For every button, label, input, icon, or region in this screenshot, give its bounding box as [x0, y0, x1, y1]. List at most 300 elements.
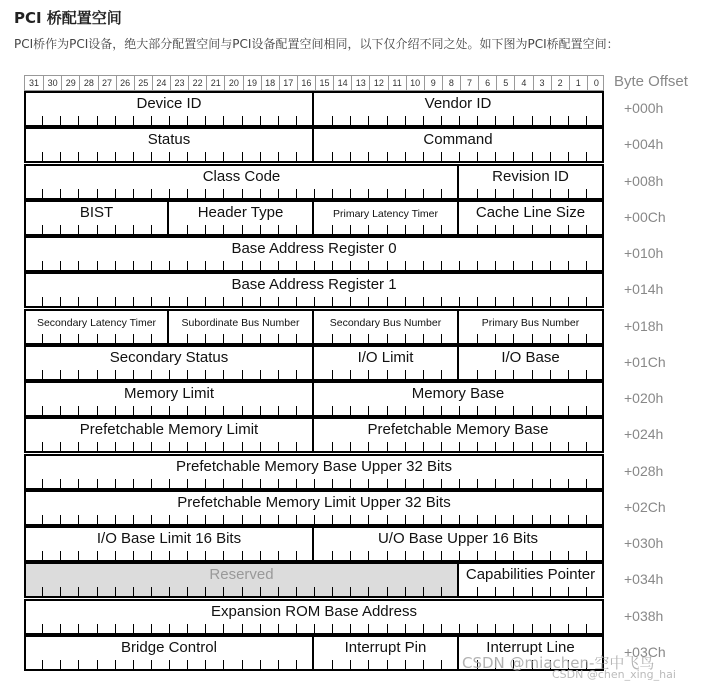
bit-tick	[169, 660, 170, 669]
bit-tick	[513, 442, 514, 451]
bit-number: 6	[478, 76, 496, 90]
bit-tick	[368, 370, 369, 379]
bit-number: 15	[315, 76, 333, 90]
bit-tick	[477, 515, 478, 524]
bit-tick	[441, 660, 442, 669]
field-label: Base Address Register 0	[231, 240, 397, 257]
bit-tick	[586, 225, 587, 234]
bit-tick	[459, 116, 460, 125]
bit-tick	[296, 225, 297, 234]
bit-tick	[242, 189, 243, 198]
bit-tick	[532, 370, 533, 379]
bit-number: 13	[351, 76, 369, 90]
bit-tick	[187, 479, 188, 488]
bit-tick	[441, 624, 442, 633]
bit-tick	[513, 189, 514, 198]
bit-tick	[42, 261, 43, 270]
bit-tick	[187, 297, 188, 306]
bit-tick	[368, 297, 369, 306]
bit-number: 1	[569, 76, 587, 90]
bit-tick	[133, 551, 134, 560]
bit-tick	[532, 297, 533, 306]
bit-tick	[387, 261, 388, 270]
byte-offset-label: +038h	[624, 607, 664, 624]
bit-tick	[133, 515, 134, 524]
bit-tick	[115, 660, 116, 669]
bit-tick	[296, 406, 297, 415]
bit-tick	[387, 370, 388, 379]
bit-tick	[495, 515, 496, 524]
bit-tick	[513, 624, 514, 633]
bit-tick	[278, 660, 279, 669]
bit-tick	[42, 551, 43, 560]
bit-tick	[568, 116, 569, 125]
field-label: Expansion ROM Base Address	[211, 602, 417, 620]
register-field	[312, 526, 604, 562]
bit-ticks	[26, 151, 312, 161]
bit-tick	[278, 152, 279, 161]
bit-tick	[260, 225, 261, 234]
field-label: Bridge Control	[121, 638, 217, 656]
bit-tick	[133, 406, 134, 415]
bit-tick	[223, 515, 224, 524]
bit-ticks	[314, 224, 457, 234]
bit-tick	[133, 334, 134, 343]
bit-tick	[350, 116, 351, 125]
bit-tick	[296, 479, 297, 488]
bit-tick	[169, 442, 170, 451]
register-field	[457, 562, 604, 598]
bit-tick	[405, 261, 406, 270]
bit-tick	[223, 406, 224, 415]
register-row	[24, 127, 604, 163]
bit-tick	[151, 660, 152, 669]
bit-tick	[441, 406, 442, 415]
bit-tick	[260, 660, 261, 669]
bit-tick	[477, 189, 478, 198]
bit-tick	[223, 587, 224, 596]
bit-tick	[405, 624, 406, 633]
bit-tick	[278, 515, 279, 524]
bit-tick	[332, 370, 333, 379]
bit-tick	[423, 189, 424, 198]
bit-tick	[42, 406, 43, 415]
bit-tick	[532, 189, 533, 198]
bit-tick	[42, 660, 43, 669]
bit-number: 17	[279, 76, 297, 90]
bit-tick	[42, 442, 43, 451]
bit-ticks	[26, 586, 457, 596]
byte-offset-label: +034h	[624, 571, 664, 588]
register-row	[24, 526, 604, 562]
field-label: Prefetchable Memory Base	[367, 421, 549, 439]
bit-tick	[368, 152, 369, 161]
bit-tick	[205, 515, 206, 524]
bit-ticks	[314, 405, 602, 415]
bit-tick	[278, 116, 279, 125]
register-field	[24, 200, 169, 236]
register-field	[167, 309, 314, 345]
bit-tick	[97, 225, 98, 234]
bit-tick	[459, 624, 460, 633]
bit-tick	[260, 297, 261, 306]
bit-tick	[42, 515, 43, 524]
register-field	[24, 417, 314, 453]
bit-tick	[296, 261, 297, 270]
bit-tick	[169, 152, 170, 161]
bit-number: 18	[261, 76, 279, 90]
register-field	[312, 381, 604, 417]
bit-number: 2	[551, 76, 569, 90]
bit-tick	[296, 152, 297, 161]
bit-tick	[586, 587, 587, 596]
bit-tick	[151, 334, 152, 343]
intro-paragraph: PCI桥作为PCI设备，绝大部分配置空间与PCI设备配置空间相同，以下仅介绍不同之处。如下图为PCI桥配置空间：	[14, 37, 619, 51]
bit-tick	[242, 261, 243, 270]
bit-tick	[296, 297, 297, 306]
bit-tick	[97, 297, 98, 306]
bit-tick	[405, 116, 406, 125]
bit-tick	[586, 442, 587, 451]
bit-tick	[350, 551, 351, 560]
bit-tick	[387, 442, 388, 451]
bit-tick	[586, 551, 587, 560]
bit-tick	[260, 370, 261, 379]
bit-number: 30	[43, 76, 61, 90]
bit-ticks	[26, 478, 602, 488]
bit-tick	[133, 442, 134, 451]
field-label: Base Address Register 1	[231, 276, 397, 294]
bit-tick	[568, 189, 569, 198]
bit-tick	[495, 551, 496, 560]
bit-tick	[332, 660, 333, 669]
field-label: Secondary Status	[109, 348, 229, 366]
bit-tick	[332, 479, 333, 488]
bit-tick	[60, 297, 61, 306]
bit-tick	[133, 116, 134, 125]
bit-number: 28	[79, 76, 97, 90]
bit-tick	[115, 116, 116, 125]
bit-tick	[568, 479, 569, 488]
bit-tick	[350, 225, 351, 234]
bit-tick	[350, 189, 351, 198]
register-row	[24, 417, 604, 453]
bit-tick	[405, 334, 406, 343]
bit-number: 20	[224, 76, 242, 90]
bit-tick	[513, 479, 514, 488]
register-field	[24, 454, 604, 490]
bit-tick	[187, 587, 188, 596]
bit-tick	[78, 261, 79, 270]
bit-tick	[568, 370, 569, 379]
bit-tick	[387, 587, 388, 596]
bit-tick	[151, 442, 152, 451]
bit-tick	[550, 624, 551, 633]
field-label: I/O Limit	[357, 348, 414, 366]
bit-tick	[586, 152, 587, 161]
bit-tick	[60, 116, 61, 125]
bit-tick	[115, 370, 116, 379]
bit-tick	[78, 624, 79, 633]
bit-tick	[78, 587, 79, 596]
bit-tick	[187, 189, 188, 198]
bit-tick	[278, 297, 279, 306]
bit-tick	[187, 551, 188, 560]
bit-ticks	[314, 659, 457, 669]
bit-tick	[477, 297, 478, 306]
bit-tick	[115, 587, 116, 596]
bit-tick	[423, 551, 424, 560]
bit-tick	[151, 116, 152, 125]
bit-tick	[459, 406, 460, 415]
bit-tick	[78, 515, 79, 524]
bit-tick	[223, 624, 224, 633]
bit-tick	[495, 479, 496, 488]
bit-number: 31	[29, 78, 40, 88]
bit-tick	[405, 660, 406, 669]
bit-tick	[205, 116, 206, 125]
bit-tick	[223, 261, 224, 270]
bit-tick	[223, 551, 224, 560]
field-label: Command	[423, 131, 493, 149]
bit-number: 12	[369, 76, 387, 90]
bit-ticks	[169, 333, 312, 343]
bit-tick	[42, 624, 43, 633]
register-row	[24, 236, 604, 272]
bit-tick	[568, 406, 569, 415]
register-row	[24, 490, 604, 526]
bit-tick	[205, 551, 206, 560]
bit-tick	[513, 261, 514, 270]
field-label: Secondary Bus Number	[329, 316, 442, 329]
bit-number: 26	[116, 76, 134, 90]
bit-tick	[441, 442, 442, 451]
register-field	[457, 200, 604, 236]
bit-tick	[405, 225, 406, 234]
bit-tick	[296, 442, 297, 451]
bit-tick	[477, 624, 478, 633]
register-field	[24, 526, 314, 562]
bit-tick	[495, 297, 496, 306]
bit-ticks	[26, 550, 312, 560]
bit-tick	[278, 189, 279, 198]
bit-tick	[550, 116, 551, 125]
bit-tick	[441, 261, 442, 270]
bit-tick	[423, 660, 424, 669]
bit-tick	[242, 624, 243, 633]
bit-tick	[441, 551, 442, 560]
register-field	[24, 272, 604, 308]
bit-tick	[423, 515, 424, 524]
bit-tick	[332, 624, 333, 633]
bit-tick	[187, 225, 188, 234]
field-label: Secondary Latency Timer	[36, 316, 157, 329]
bit-tick	[223, 660, 224, 669]
bit-tick	[586, 189, 587, 198]
register-field	[167, 200, 314, 236]
register-field	[24, 127, 314, 163]
bit-tick	[296, 515, 297, 524]
register-row	[24, 562, 604, 598]
bit-tick	[586, 370, 587, 379]
bit-tick	[187, 624, 188, 633]
bit-tick	[296, 551, 297, 560]
bit-tick	[205, 406, 206, 415]
bit-tick	[441, 189, 442, 198]
bit-tick	[242, 297, 243, 306]
byte-offset-label: +030h	[624, 535, 664, 551]
bit-ticks	[314, 333, 457, 343]
bit-tick	[97, 189, 98, 198]
bit-tick	[441, 479, 442, 488]
bit-ticks	[459, 369, 602, 379]
bit-tick	[60, 624, 61, 633]
bit-tick	[314, 479, 315, 488]
bit-tick	[532, 261, 533, 270]
bit-tick	[368, 442, 369, 451]
register-field	[312, 635, 459, 671]
bit-tick	[223, 334, 224, 343]
bit-tick	[441, 225, 442, 234]
bit-tick	[513, 551, 514, 560]
watermark-sub: CSDN @chen_xing_hai	[552, 668, 676, 681]
bit-tick	[151, 189, 152, 198]
byte-offset-label: +004h	[624, 136, 664, 153]
bit-tick	[115, 442, 116, 451]
field-label: Capabilities Pointer	[465, 566, 596, 584]
field-label: Header Type	[197, 203, 284, 221]
register-row	[24, 272, 604, 308]
bit-tick	[97, 261, 98, 270]
bit-tick	[568, 442, 569, 451]
bit-tick	[97, 442, 98, 451]
bit-tick	[405, 152, 406, 161]
bit-number: 11	[388, 76, 406, 90]
bit-tick	[151, 515, 152, 524]
bit-tick	[278, 370, 279, 379]
bit-tick	[532, 624, 533, 633]
register-row	[24, 454, 604, 490]
bit-tick	[387, 297, 388, 306]
bit-tick	[169, 116, 170, 125]
bit-tick	[568, 152, 569, 161]
field-label: Class Code	[202, 167, 281, 185]
bit-tick	[332, 587, 333, 596]
bit-tick	[278, 479, 279, 488]
bit-tick	[115, 152, 116, 161]
bit-tick	[133, 225, 134, 234]
bit-tick	[495, 334, 496, 343]
bit-tick	[532, 116, 533, 125]
field-label: Device ID	[136, 95, 202, 112]
bit-tick	[205, 624, 206, 633]
bit-number-ruler	[24, 75, 604, 91]
bit-number: 24	[152, 76, 170, 90]
bit-tick	[60, 587, 61, 596]
bit-tick	[42, 370, 43, 379]
bit-tick	[115, 225, 116, 234]
bit-tick	[441, 334, 442, 343]
bit-ticks	[26, 441, 312, 451]
bit-tick	[60, 152, 61, 161]
bit-ticks	[314, 151, 602, 161]
register-field	[457, 345, 604, 381]
byte-offset-label: +028h	[624, 462, 664, 479]
bit-tick	[332, 189, 333, 198]
bit-tick	[477, 406, 478, 415]
bit-tick	[350, 587, 351, 596]
bit-tick	[350, 297, 351, 306]
field-label: Reserved	[209, 566, 274, 584]
bit-tick	[115, 406, 116, 415]
bit-tick	[115, 479, 116, 488]
bit-tick	[459, 152, 460, 161]
bit-tick	[423, 624, 424, 633]
bit-tick	[513, 334, 514, 343]
bit-tick	[387, 189, 388, 198]
bit-tick	[187, 442, 188, 451]
bit-tick	[242, 225, 243, 234]
bit-tick	[332, 515, 333, 524]
register-field	[312, 345, 459, 381]
bit-tick	[187, 660, 188, 669]
register-field	[24, 345, 314, 381]
byte-offset-label: +00Ch	[624, 208, 666, 225]
bit-tick	[405, 551, 406, 560]
bit-tick	[260, 189, 261, 198]
bit-ticks	[26, 623, 602, 633]
bit-tick	[441, 515, 442, 524]
bit-tick	[423, 225, 424, 234]
bit-number: 23	[170, 76, 188, 90]
bit-tick	[78, 152, 79, 161]
bit-tick	[350, 442, 351, 451]
bit-tick	[350, 152, 351, 161]
bit-tick	[368, 261, 369, 270]
bit-number: 10	[406, 76, 424, 90]
bit-tick	[60, 334, 61, 343]
bit-tick	[97, 515, 98, 524]
bit-number: 14	[333, 76, 351, 90]
bit-tick	[278, 225, 279, 234]
bit-ticks	[26, 369, 312, 379]
bit-tick	[568, 261, 569, 270]
bit-ticks	[26, 405, 312, 415]
bit-tick	[568, 587, 569, 596]
field-label: I/O Base	[501, 348, 560, 366]
bit-ticks	[26, 224, 167, 234]
bit-tick	[78, 334, 79, 343]
bit-tick	[205, 261, 206, 270]
bit-number: 25	[134, 76, 152, 90]
bit-tick	[405, 587, 406, 596]
bit-tick	[459, 261, 460, 270]
watermark: CSDN @miachen-空中飞鸟	[462, 654, 655, 672]
bit-tick	[42, 116, 43, 125]
bit-tick	[477, 261, 478, 270]
bit-tick	[350, 515, 351, 524]
bit-tick	[60, 189, 61, 198]
bit-tick	[169, 624, 170, 633]
byte-offset-label: +020h	[624, 390, 664, 406]
bit-tick	[477, 334, 478, 343]
bit-tick	[332, 152, 333, 161]
bit-tick	[151, 479, 152, 488]
byte-offset-label: +03Ch	[624, 643, 666, 660]
bit-tick	[568, 624, 569, 633]
bit-tick	[405, 442, 406, 451]
bit-tick	[368, 189, 369, 198]
